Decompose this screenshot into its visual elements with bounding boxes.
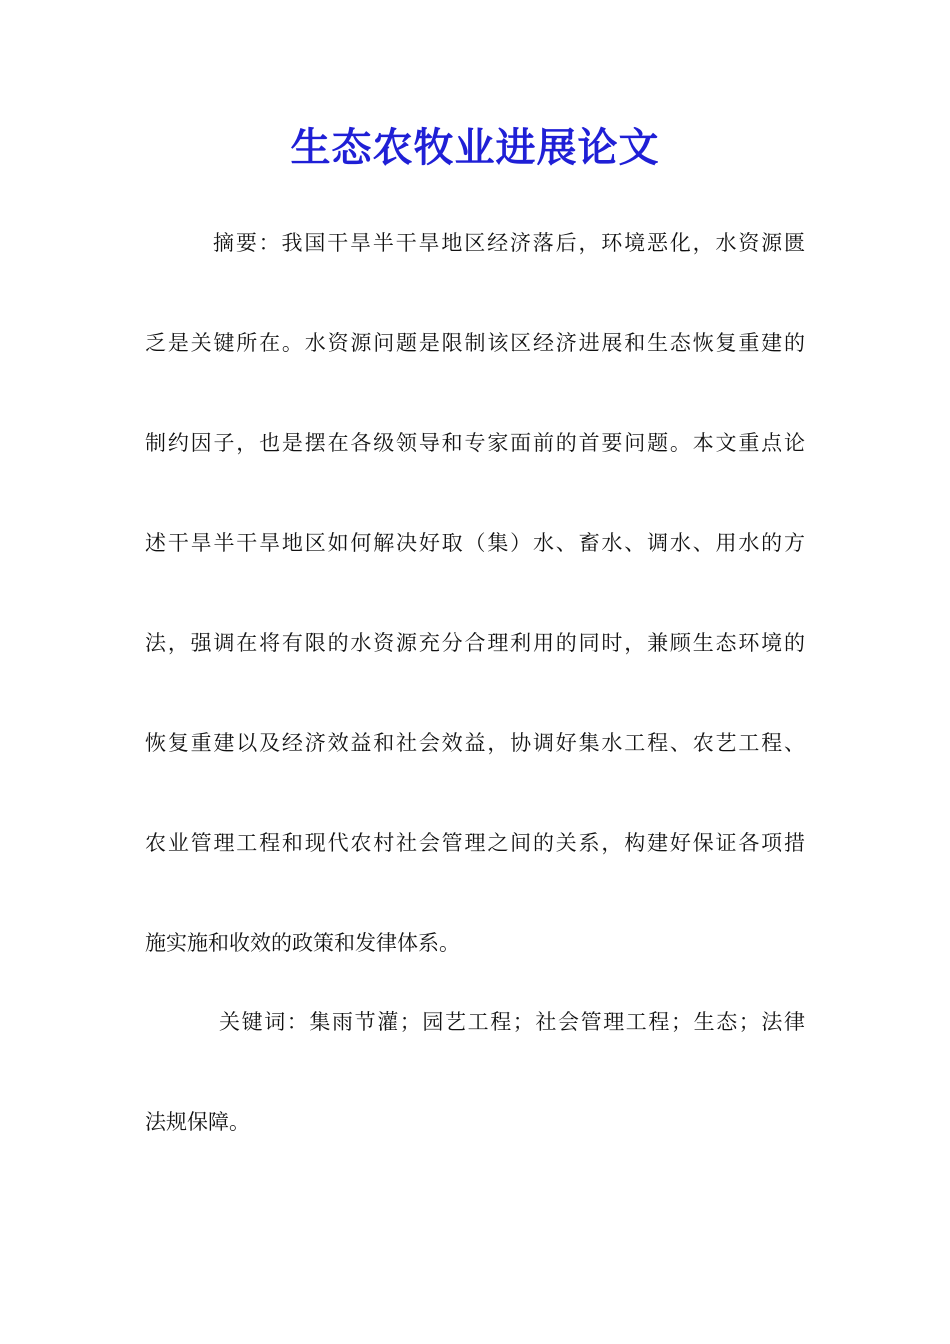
document-title: 生态农牧业进展论文 <box>290 124 660 171</box>
abstract-line-6: 恢复重建以及经济效益和社会效益，协调好集水工程、农艺工程、 <box>145 731 805 755</box>
abstract-line-4: 述干旱半干旱地区如何解决好取（集）水、畜水、调水、用水的方 <box>145 531 805 555</box>
abstract-line-2: 乏是关键所在。水资源问题是限制该区经济进展和生态恢复重建的 <box>145 331 805 355</box>
abstract-line-8: 施实施和收效的政策和发律体系。 <box>145 931 460 955</box>
abstract-line-7: 农业管理工程和现代农村社会管理之间的关系，构建好保证各项措 <box>145 831 805 855</box>
keywords-line-2: 法规保障。 <box>145 1110 250 1134</box>
abstract-line-3: 制约因子，也是摆在各级领导和专家面前的首要问题。本文重点论 <box>145 431 805 455</box>
keywords-line-1: 关键词：集雨节灌；园艺工程；社会管理工程；生态；法律 <box>219 1010 805 1034</box>
abstract-line-1: 摘要：我国干旱半干旱地区经济落后，环境恶化，水资源匮 <box>213 231 805 255</box>
abstract-line-5: 法，强调在将有限的水资源充分合理利用的同时，兼顾生态环境的 <box>145 631 805 655</box>
